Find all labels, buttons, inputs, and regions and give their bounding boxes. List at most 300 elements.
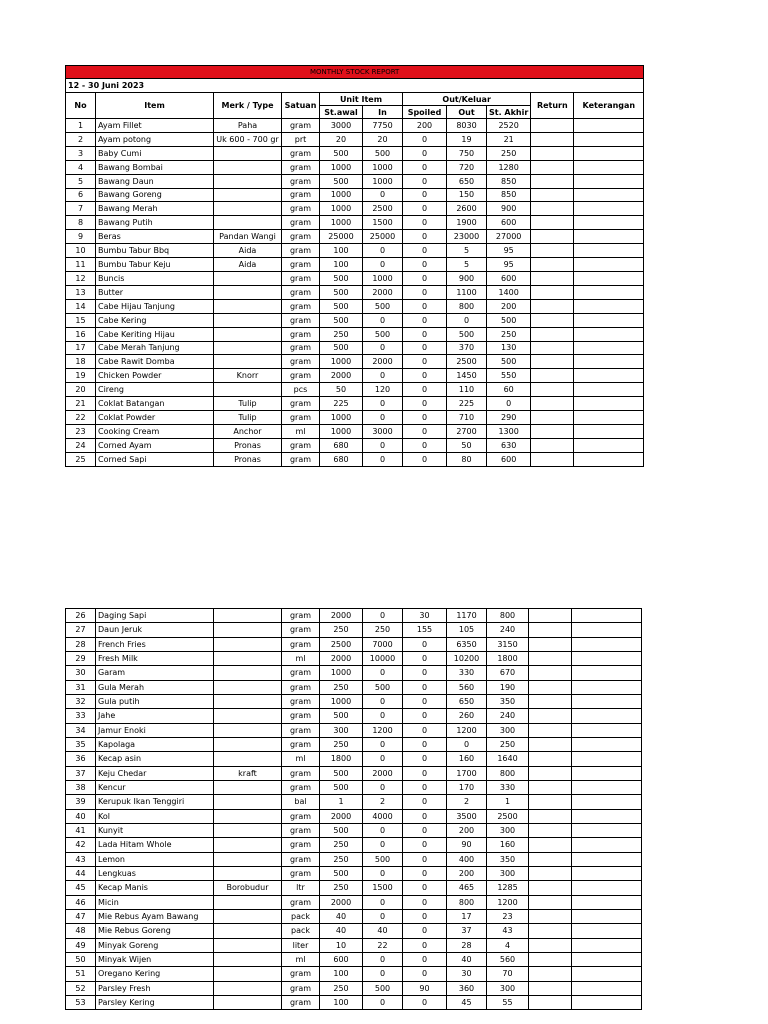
table-row <box>66 132 644 146</box>
cell-st-awal: 1000 <box>320 411 363 425</box>
cell-in: 20 <box>363 132 403 146</box>
cell-satuan: gram <box>282 355 320 369</box>
cell-return <box>531 369 574 383</box>
cell-merk <box>214 383 282 397</box>
cell-keterangan <box>572 694 642 708</box>
cell-st-awal: 100 <box>320 995 363 1009</box>
cell-out: 650 <box>447 694 487 708</box>
cell-st-awal: 1800 <box>320 752 363 766</box>
cell-return <box>531 285 574 299</box>
table-row <box>66 852 642 866</box>
table-row <box>66 609 642 623</box>
cell-return <box>529 709 572 723</box>
cell-satuan: gram <box>282 313 320 327</box>
cell-satuan: gram <box>282 737 320 751</box>
cell-item: Butter <box>96 285 214 299</box>
cell-st-akhir: 850 <box>487 188 531 202</box>
table-row <box>66 694 642 708</box>
cell-in: 0 <box>363 666 403 680</box>
cell-merk: Anchor <box>214 424 282 438</box>
cell-spoiled: 0 <box>403 995 447 1009</box>
cell-in: 25000 <box>363 230 403 244</box>
cell-out: 750 <box>447 146 487 160</box>
cell-spoiled: 0 <box>403 424 447 438</box>
cell-item: Gula Merah <box>96 680 214 694</box>
cell-merk: Aida <box>214 244 282 258</box>
cell-item: Ayam Fillet <box>96 119 214 133</box>
cell-keterangan <box>574 397 644 411</box>
cell-return <box>531 271 574 285</box>
cell-satuan: gram <box>282 299 320 313</box>
cell-st-awal: 250 <box>320 838 363 852</box>
cell-in: 0 <box>363 452 403 466</box>
cell-st-akhir: 560 <box>487 952 529 966</box>
cell-spoiled: 0 <box>403 188 447 202</box>
cell-satuan: gram <box>282 452 320 466</box>
cell-keterangan <box>572 823 642 837</box>
table-row <box>66 160 644 174</box>
cell-st-awal: 3000 <box>320 119 363 133</box>
cell-spoiled: 0 <box>403 924 447 938</box>
cell-in: 2500 <box>363 202 403 216</box>
cell-keterangan <box>572 709 642 723</box>
cell-item: Coklat Batangan <box>96 397 214 411</box>
cell-merk <box>214 737 282 751</box>
cell-out: 45 <box>447 995 487 1009</box>
cell-keterangan <box>572 723 642 737</box>
cell-spoiled: 0 <box>403 967 447 981</box>
cell-in: 2000 <box>363 285 403 299</box>
cell-merk <box>214 780 282 794</box>
cell-no: 47 <box>66 909 96 923</box>
cell-spoiled: 0 <box>403 341 447 355</box>
cell-spoiled: 0 <box>403 411 447 425</box>
table-row <box>66 146 644 160</box>
cell-item: Bawang Putih <box>96 216 214 230</box>
cell-merk <box>214 174 282 188</box>
cell-out: 17 <box>447 909 487 923</box>
cell-in: 1500 <box>363 881 403 895</box>
cell-return <box>529 609 572 623</box>
cell-st-akhir: 2520 <box>487 119 531 133</box>
cell-no: 24 <box>66 438 96 452</box>
cell-return <box>529 651 572 665</box>
cell-merk <box>214 895 282 909</box>
cell-merk <box>214 623 282 637</box>
cell-satuan: gram <box>282 623 320 637</box>
cell-satuan: gram <box>282 397 320 411</box>
cell-st-akhir: 1280 <box>487 160 531 174</box>
cell-no: 8 <box>66 216 96 230</box>
cell-out: 5 <box>447 258 487 272</box>
cell-st-akhir: 200 <box>487 299 531 313</box>
cell-st-awal: 500 <box>320 299 363 313</box>
cell-no: 20 <box>66 383 96 397</box>
cell-merk <box>214 852 282 866</box>
cell-out: 0 <box>447 737 487 751</box>
cell-in: 500 <box>363 680 403 694</box>
cell-in: 250 <box>363 623 403 637</box>
table-row <box>66 666 642 680</box>
table-row <box>66 895 642 909</box>
cell-spoiled: 0 <box>403 230 447 244</box>
cell-item: Cabe Rawit Domba <box>96 355 214 369</box>
cell-item: Cabe Keriting Hijau <box>96 327 214 341</box>
cell-st-awal: 2000 <box>320 651 363 665</box>
header-st-awal: St.awal <box>320 106 363 119</box>
cell-in: 0 <box>363 341 403 355</box>
cell-spoiled: 0 <box>403 258 447 272</box>
cell-keterangan <box>572 995 642 1009</box>
header-st-akhir: St. Akhir <box>487 106 531 119</box>
cell-no: 11 <box>66 258 96 272</box>
cell-item: Bawang Daun <box>96 174 214 188</box>
cell-spoiled: 0 <box>403 881 447 895</box>
cell-no: 46 <box>66 895 96 909</box>
cell-return <box>529 967 572 981</box>
cell-item: Kunyit <box>96 823 214 837</box>
cell-satuan: gram <box>282 202 320 216</box>
cell-no: 1 <box>66 119 96 133</box>
cell-in: 2000 <box>363 355 403 369</box>
cell-item: Bawang Bombai <box>96 160 214 174</box>
cell-merk <box>214 909 282 923</box>
cell-out: 5 <box>447 244 487 258</box>
cell-st-awal: 500 <box>320 766 363 780</box>
cell-satuan: gram <box>282 694 320 708</box>
cell-keterangan <box>572 609 642 623</box>
table-row <box>66 737 642 751</box>
cell-return <box>529 852 572 866</box>
cell-keterangan <box>572 809 642 823</box>
cell-st-akhir: 3150 <box>487 637 529 651</box>
cell-spoiled: 0 <box>403 666 447 680</box>
cell-out: 10200 <box>447 651 487 665</box>
cell-satuan: gram <box>282 609 320 623</box>
cell-satuan: gram <box>282 146 320 160</box>
cell-keterangan <box>574 216 644 230</box>
cell-st-akhir: 70 <box>487 967 529 981</box>
cell-satuan: gram <box>282 852 320 866</box>
cell-st-awal: 10 <box>320 938 363 952</box>
cell-st-awal: 250 <box>320 981 363 995</box>
cell-return <box>531 174 574 188</box>
cell-satuan: gram <box>282 258 320 272</box>
table-row <box>66 383 644 397</box>
cell-return <box>529 766 572 780</box>
cell-keterangan <box>572 795 642 809</box>
cell-satuan: bal <box>282 795 320 809</box>
cell-item: Jahe <box>96 709 214 723</box>
cell-item: Lemon <box>96 852 214 866</box>
cell-st-akhir: 1800 <box>487 651 529 665</box>
cell-st-akhir: 900 <box>487 202 531 216</box>
cell-spoiled: 0 <box>403 938 447 952</box>
cell-out: 160 <box>447 752 487 766</box>
cell-st-awal: 1000 <box>320 666 363 680</box>
cell-in: 0 <box>363 866 403 880</box>
cell-return <box>531 146 574 160</box>
cell-st-awal: 500 <box>320 271 363 285</box>
cell-return <box>531 355 574 369</box>
cell-st-awal: 225 <box>320 397 363 411</box>
cell-keterangan <box>574 438 644 452</box>
cell-satuan: pcs <box>282 383 320 397</box>
table-row <box>66 271 644 285</box>
cell-item: Oregano Kering <box>96 967 214 981</box>
cell-return <box>529 666 572 680</box>
cell-merk: Tulip <box>214 411 282 425</box>
cell-in: 0 <box>363 709 403 723</box>
cell-st-akhir: 2500 <box>487 809 529 823</box>
cell-out: 30 <box>447 967 487 981</box>
cell-keterangan <box>574 188 644 202</box>
stock-table-page-1 <box>65 65 644 467</box>
cell-merk <box>214 188 282 202</box>
cell-keterangan <box>572 852 642 866</box>
cell-satuan: ml <box>282 752 320 766</box>
cell-in: 500 <box>363 852 403 866</box>
cell-out: 28 <box>447 938 487 952</box>
cell-no: 53 <box>66 995 96 1009</box>
cell-no: 3 <box>66 146 96 160</box>
cell-st-awal: 1000 <box>320 160 363 174</box>
table-row <box>66 809 642 823</box>
cell-item: Cabe Hijau Tanjung <box>96 299 214 313</box>
cell-st-awal: 2000 <box>320 809 363 823</box>
header-out: Out <box>447 106 487 119</box>
table-row <box>66 174 644 188</box>
cell-in: 22 <box>363 938 403 952</box>
table-row <box>66 230 644 244</box>
cell-keterangan <box>572 766 642 780</box>
cell-out: 900 <box>447 271 487 285</box>
header-item: Item <box>96 93 214 119</box>
cell-return <box>531 313 574 327</box>
cell-item: Keju Chedar <box>96 766 214 780</box>
cell-no: 21 <box>66 397 96 411</box>
cell-no: 36 <box>66 752 96 766</box>
cell-item: Bawang Goreng <box>96 188 214 202</box>
cell-out: 650 <box>447 174 487 188</box>
cell-return <box>529 866 572 880</box>
cell-item: Corned Ayam <box>96 438 214 452</box>
cell-no: 10 <box>66 244 96 258</box>
cell-satuan: gram <box>282 723 320 737</box>
cell-no: 34 <box>66 723 96 737</box>
cell-return <box>529 909 572 923</box>
cell-satuan: gram <box>282 369 320 383</box>
cell-st-awal: 100 <box>320 967 363 981</box>
cell-return <box>529 780 572 794</box>
cell-in: 0 <box>363 737 403 751</box>
stock-table-page-2 <box>65 608 642 1010</box>
cell-item: Kencur <box>96 780 214 794</box>
cell-return <box>531 188 574 202</box>
cell-merk <box>214 271 282 285</box>
cell-st-awal: 250 <box>320 327 363 341</box>
cell-item: French Fries <box>96 637 214 651</box>
cell-out: 1700 <box>447 766 487 780</box>
cell-merk: kraft <box>214 766 282 780</box>
cell-return <box>531 299 574 313</box>
table-row <box>66 709 642 723</box>
cell-spoiled: 0 <box>403 313 447 327</box>
cell-spoiled: 0 <box>403 216 447 230</box>
cell-merk <box>214 924 282 938</box>
cell-out: 465 <box>447 881 487 895</box>
cell-st-awal: 40 <box>320 909 363 923</box>
cell-return <box>529 838 572 852</box>
cell-keterangan <box>572 981 642 995</box>
cell-st-akhir: 250 <box>487 327 531 341</box>
cell-merk <box>214 680 282 694</box>
cell-item: Baby Cumi <box>96 146 214 160</box>
cell-spoiled: 0 <box>403 146 447 160</box>
cell-out: 23000 <box>447 230 487 244</box>
cell-st-awal: 500 <box>320 285 363 299</box>
cell-item: Cabe Merah Tanjung <box>96 341 214 355</box>
header-keterangan: Keterangan <box>574 93 644 119</box>
table-row <box>66 909 642 923</box>
cell-satuan: liter <box>282 938 320 952</box>
cell-item: Kerupuk Ikan Tenggiri <box>96 795 214 809</box>
cell-merk <box>214 341 282 355</box>
cell-satuan: gram <box>282 709 320 723</box>
cell-keterangan <box>574 424 644 438</box>
cell-item: Minyak Goreng <box>96 938 214 952</box>
cell-merk <box>214 160 282 174</box>
cell-in: 1000 <box>363 271 403 285</box>
cell-in: 120 <box>363 383 403 397</box>
cell-satuan: gram <box>282 967 320 981</box>
table-row <box>66 341 644 355</box>
cell-st-akhir: 300 <box>487 981 529 995</box>
cell-in: 0 <box>363 967 403 981</box>
cell-keterangan <box>574 355 644 369</box>
cell-no: 9 <box>66 230 96 244</box>
cell-satuan: gram <box>282 438 320 452</box>
cell-out: 37 <box>447 924 487 938</box>
cell-st-akhir: 250 <box>487 146 531 160</box>
cell-item: Cooking Cream <box>96 424 214 438</box>
cell-st-akhir: 1200 <box>487 895 529 909</box>
cell-return <box>531 397 574 411</box>
cell-st-awal: 250 <box>320 680 363 694</box>
cell-return <box>529 924 572 938</box>
cell-st-akhir: 500 <box>487 313 531 327</box>
cell-st-awal: 500 <box>320 313 363 327</box>
cell-item: Lengkuas <box>96 866 214 880</box>
cell-out: 40 <box>447 952 487 966</box>
cell-out: 90 <box>447 838 487 852</box>
table-row <box>66 369 644 383</box>
cell-no: 51 <box>66 967 96 981</box>
cell-in: 500 <box>363 327 403 341</box>
cell-st-awal: 680 <box>320 452 363 466</box>
cell-st-awal: 1000 <box>320 424 363 438</box>
cell-in: 0 <box>363 838 403 852</box>
cell-out: 2600 <box>447 202 487 216</box>
cell-keterangan <box>574 271 644 285</box>
cell-satuan: ml <box>282 424 320 438</box>
cell-keterangan <box>574 327 644 341</box>
cell-merk <box>214 995 282 1009</box>
cell-merk <box>214 752 282 766</box>
cell-satuan: gram <box>282 411 320 425</box>
cell-satuan: ml <box>282 651 320 665</box>
cell-merk <box>214 609 282 623</box>
cell-spoiled: 0 <box>403 299 447 313</box>
table-row <box>66 924 642 938</box>
table-row <box>66 299 644 313</box>
cell-satuan: gram <box>282 680 320 694</box>
cell-merk <box>214 651 282 665</box>
cell-st-awal: 25000 <box>320 230 363 244</box>
cell-in: 0 <box>363 313 403 327</box>
cell-satuan: gram <box>282 119 320 133</box>
cell-spoiled: 0 <box>403 852 447 866</box>
cell-keterangan <box>572 895 642 909</box>
cell-return <box>531 411 574 425</box>
report-title: MONTHLY STOCK REPORT <box>66 66 644 79</box>
cell-st-akhir: 600 <box>487 452 531 466</box>
cell-item: Bumbu Tabur Bbq <box>96 244 214 258</box>
cell-merk <box>214 709 282 723</box>
cell-st-awal: 1000 <box>320 188 363 202</box>
cell-keterangan <box>572 881 642 895</box>
cell-st-awal: 250 <box>320 737 363 751</box>
cell-st-akhir: 21 <box>487 132 531 146</box>
cell-st-akhir: 190 <box>487 680 529 694</box>
cell-item: Kapolaga <box>96 737 214 751</box>
cell-in: 4000 <box>363 809 403 823</box>
table-row <box>66 438 644 452</box>
cell-st-awal: 1 <box>320 795 363 809</box>
cell-satuan: gram <box>282 895 320 909</box>
cell-in: 7000 <box>363 637 403 651</box>
cell-return <box>529 795 572 809</box>
cell-in: 0 <box>363 188 403 202</box>
cell-satuan: gram <box>282 285 320 299</box>
cell-spoiled: 0 <box>403 160 447 174</box>
table-row <box>66 780 642 794</box>
cell-merk <box>214 823 282 837</box>
header-spoiled: Spoiled <box>403 106 447 119</box>
cell-keterangan <box>574 146 644 160</box>
cell-return <box>531 216 574 230</box>
cell-return <box>529 694 572 708</box>
cell-st-akhir: 330 <box>487 780 529 794</box>
cell-no: 44 <box>66 866 96 880</box>
cell-spoiled: 0 <box>403 823 447 837</box>
cell-return <box>529 952 572 966</box>
cell-out: 400 <box>447 852 487 866</box>
cell-merk <box>214 938 282 952</box>
table-row <box>66 881 642 895</box>
cell-satuan: gram <box>282 823 320 837</box>
cell-spoiled: 0 <box>403 452 447 466</box>
cell-spoiled: 0 <box>403 709 447 723</box>
cell-st-akhir: 800 <box>487 766 529 780</box>
cell-in: 1000 <box>363 160 403 174</box>
table-row <box>66 327 644 341</box>
cell-return <box>529 637 572 651</box>
table-row <box>66 795 642 809</box>
cell-spoiled: 0 <box>403 809 447 823</box>
cell-item: Lada Hitam Whole <box>96 838 214 852</box>
cell-st-awal: 2000 <box>320 609 363 623</box>
